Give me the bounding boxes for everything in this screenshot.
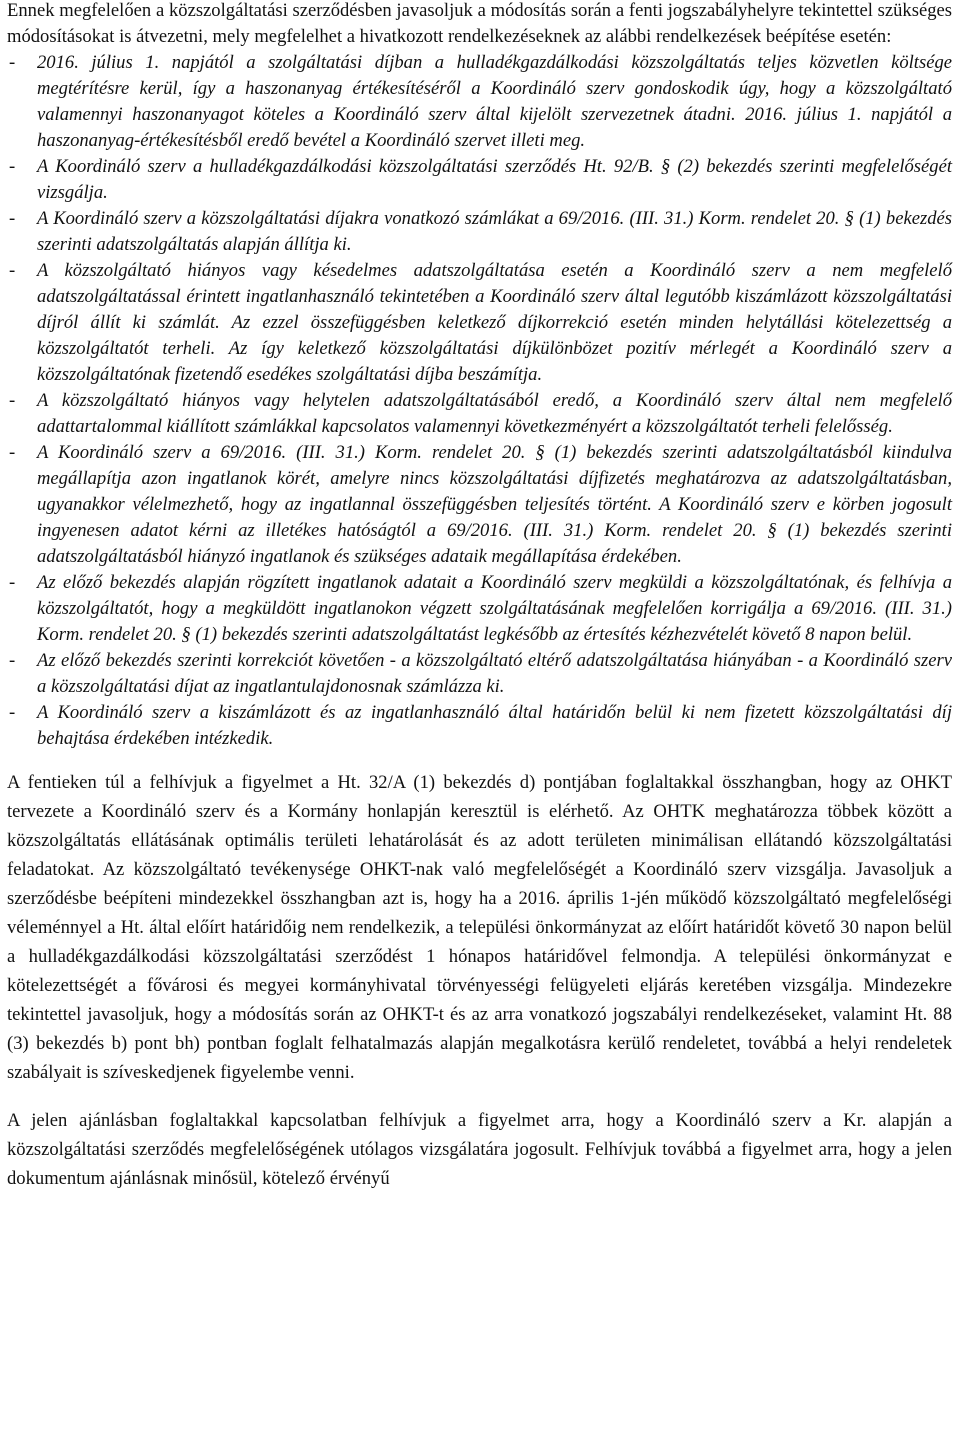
- list-item: - Az előző bekezdés szerinti korrekciót követően - a közszolgáltató eltérő adatszolgáltatása hiányában - a Koordináló szerv a közszolgáltatási díjat az ingatlantulajdonosnak számlázza ki.: [7, 648, 952, 700]
- list-item: - A Koordináló szerv a közszolgáltatási díjakra vonatkozó számlákat a 69/2016. (III. 31.) Korm. rendelet 20. § (1) bekezdés szerinti adatszolgáltatás alapján állítja ki.: [7, 206, 952, 258]
- ohkt-paragraph: A fentieken túl a felhívjuk a figyelmet a Ht. 32/A (1) bekezdés d) pontjában foglaltakkal összhangban, hogy az OHKT tervezete a Koordináló szerv és a Kormány honlapján keresztül is elérhető. Az OHTK meghatározza többek között a közszolgáltatás ellátásának optimális területi lehatárolását és az adott területen minimálisan ellátandó közszolgáltatási feladatokat. Az közszolgáltató tevékenysége OHKT-nak való megfelelőségét a Koordináló szerv vizsgálja. Javasoljuk a szerződésbe beépíteni mindezekkel összhangban azt is, hogy ha a 2016. április 1-jén működő közszolgáltató megfelelőségi véleménnyel a Ht. által előírt határidőig nem rendelkezik, a települési önkormányzat az előírt határidőt követő 30 napon belül a hulladékgazdálkodási közszolgáltatási szerződést 1 hónapos határidővel felmondja. A települési önkormányzat e kötelezettségét a fővárosi és megyei kormányhivatal törvényességi felügyeleti eljárás keretében vizsgálja. Mindezekre tekintettel javasoljuk, hogy a módosítás során az OHKT-t és az arra vonatkozó jogszabályi rendelkezéseket, valamint Ht. 88 (3) bekezdés b) pont bh) pontban foglalt felhatalmazás alapján megalkotásra kerülő rendeletet, továbbá a helyi rendeletek szabályait is szíveskedjenek figyelembe venni.: [7, 772, 952, 1083]
- intro-paragraph: Ennek megfelelően a közszolgáltatási szerződésben javasoljuk a módosítás során a fenti jogszabályhelyre tekintettel szükséges módosításokat is átvezetni, mely megfelelhet a hivatkozott rendelkezéseknek az alábbi rendelkezések beépítése esetén:: [7, 0, 952, 47]
- list-item: - A Koordináló szerv a 69/2016. (III. 31.) Korm. rendelet 20. § (1) bekezdés szerinti adatszolgáltatásból kiindulva megállapítja azon ingatlanok körét, amelyre nincs közszolgáltatási díjfizetés meghatározva az adatszolgáltatásban, ugyanakkor vélelmezhető, hogy az ingatlannal összefüggésben teljesítés történt. A Koordináló szerv e körben jogosult ingyenesen adatot kérni az illetékes hatóságtól a 69/2016. (III. 31.) Korm. rendelet 20. § (1) bekezdés szerinti adatszolgáltatásból hiányzó ingatlanok és szükséges adataik megállapítása érdekében.: [7, 440, 952, 570]
- list-item: - A Koordináló szerv a kiszámlázott és az ingatlanhasználó által határidőn belül ki nem fizetett közszolgáltatási díj behajtása érdekében intézkedik.: [7, 700, 952, 752]
- list-item: - A közszolgáltató hiányos vagy késedelmes adatszolgáltatása esetén a Koordináló szerv a nem megfelelő adatszolgáltatással érintett ingatlanhasználó tekintetében a Koordináló szerv által legutóbb kiszámlázott közszolgáltatási díjról állít ki számlát. Az ezzel összefüggésben keletkező díjkorrekció esetén minden helytállási kötelezettség a közszolgáltatót terheli. Az így keletkező közszolgáltatási díjkülönbözet pozitív mérlegét a Koordináló szerv a közszolgáltatónak fizetendő esedékes szolgáltatási díjba beszámítja.: [7, 258, 952, 388]
- list-item: - 2016. július 1. napjától a szolgáltatási díjban a hulladékgazdálkodási közszolgáltatás teljes közvetlen költsége megtérítésre kerül, így a haszonanyag értékesítéséről a Koordináló szerv gondoskodik úgy, hogy a közszolgáltató valamennyi haszonanyagot köteles a Koordináló szerv által kijelölt szervezetnek átadni. 2016. július 1. napjától a haszonanyag-értékesítésből eredő bevétel a Koordináló szervet illeti meg.: [7, 50, 952, 154]
- list-item: - A Koordináló szerv a hulladékgazdálkodási közszolgáltatási szerződés Ht. 92/B. § (2) bekezdés szerinti megfelelőségét vizsgálja.: [7, 154, 952, 206]
- list-item: - Az előző bekezdés alapján rögzített ingatlanok adatait a Koordináló szerv megküldi a közszolgáltatónak, és felhívja a közszolgáltatót, hogy a megküldött ingatlanokon végzett szolgáltatásának megfelelően korrigálja a 69/2016. (III. 31.) Korm. rendelet 20. § (1) bekezdés szerinti adatszolgáltatást legkésőbb az értesítés kézhezvételét követő 8 napon belül.: [7, 570, 952, 648]
- bullet-list: [7, 50, 952, 752]
- list-item: - A közszolgáltató hiányos vagy helytelen adatszolgáltatásából eredő, a Koordináló szerv által nem megfelelő adattartalommal kiállított számlákkal kapcsolatos valamennyi következményért a közszolgáltatót terheli felelősség.: [7, 388, 952, 440]
- closing-paragraph: A jelen ajánlásban foglaltakkal kapcsolatban felhívjuk a figyelmet arra, hogy a Koordináló szerv a Kr. alapján a közszolgáltatási szerződés megfelelőségének utólagos vizsgálatára jogosult. Felhívjuk továbbá a figyelmet arra, hogy a jelen dokumentum ajánlásnak minősül, kötelező érvényű: [7, 1110, 952, 1189]
